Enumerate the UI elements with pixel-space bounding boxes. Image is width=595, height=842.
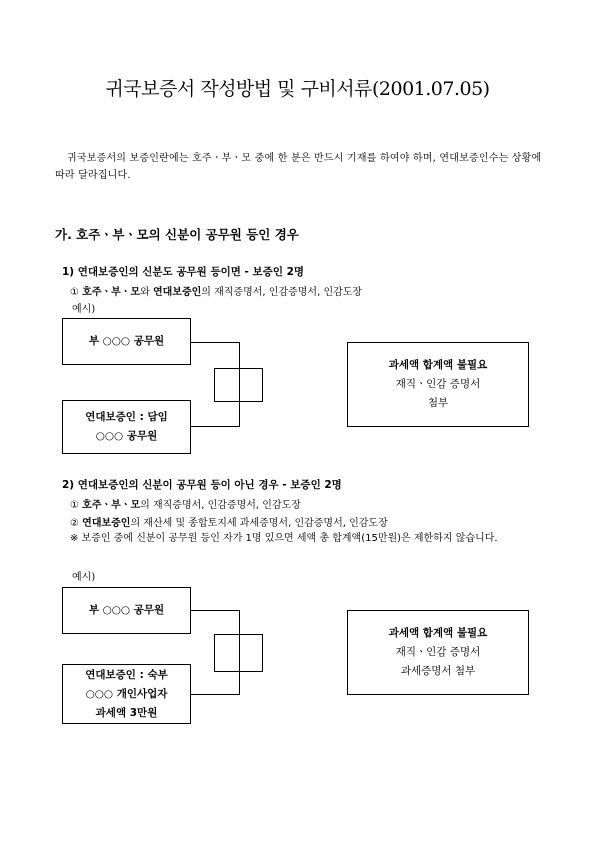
connector-square bbox=[214, 634, 263, 672]
result-line: 과세액 합계액 불필요 bbox=[388, 627, 488, 639]
connector-line bbox=[191, 426, 239, 427]
item-text: 의 재직증명서, 인감증명서, 인감도장 bbox=[140, 500, 301, 511]
item-text: 와 bbox=[140, 287, 150, 298]
case2-note: ※ 보증인 중에 신분이 공무원 등인 자가 1명 있으면 세액 총 합계액(15만원)은 제한하지 않습니다. bbox=[70, 533, 498, 544]
box-line: 연대보증인 : 담임 bbox=[85, 411, 168, 423]
item-number: ① bbox=[70, 500, 79, 511]
box-line: 연대보증인 : 숙부 bbox=[85, 668, 168, 681]
case1-item1 bbox=[70, 283, 362, 298]
case2-heading: 2) 연대보증인의 신분이 공무원 등이 아닌 경우 - 보증인 2명 bbox=[62, 479, 342, 491]
intro-text: 귀국보증서의 보증인란에는 호주ㆍ부ㆍ모 중에 한 분은 반드시 기재를 하여야 하며, 연대보증인수는 상황에 따라 달라집니다. bbox=[55, 153, 542, 181]
case2-example-label: 예시) bbox=[72, 572, 96, 583]
item-number: ① bbox=[70, 287, 79, 298]
box-line: ○○○ 개인사업자 bbox=[85, 687, 168, 700]
connector-line bbox=[191, 342, 239, 343]
result-line: 첨부 bbox=[427, 397, 449, 409]
case2-item1 bbox=[70, 496, 301, 511]
case2-result-box bbox=[347, 610, 529, 695]
item-text: 의 재직증명서, 인감증명서, 인감도장 bbox=[201, 287, 363, 298]
result-line: 과세액 합계액 불필요 bbox=[388, 359, 488, 371]
item-bold-text: 호주ㆍ부ㆍ모 bbox=[82, 500, 141, 511]
case1-result-box bbox=[347, 342, 529, 427]
connector-line bbox=[191, 610, 239, 611]
box-line: 과세액 3만원 bbox=[95, 706, 158, 719]
box-line: 부 ○○○ 공무원 bbox=[88, 604, 165, 616]
intro-paragraph bbox=[55, 150, 553, 184]
item-bold-text: 연대보증인 bbox=[82, 518, 131, 529]
case1-guarantor-box bbox=[62, 318, 191, 365]
case1-heading: 1) 연대보증인의 신분도 공무원 등이면 - 보증인 2명 bbox=[62, 266, 305, 278]
result-line: 과세증명서 첨부 bbox=[400, 665, 476, 677]
connector-square bbox=[214, 368, 263, 402]
item-bold-text: 연대보증인 bbox=[152, 287, 202, 298]
connector-line bbox=[191, 694, 239, 695]
section-a-heading: 가. 호주ㆍ부ㆍ모의 신분이 공무원 등인 경우 bbox=[55, 227, 299, 242]
item-bold-text: 호주ㆍ부ㆍ모 bbox=[82, 287, 141, 298]
box-line: 부 ○○○ 공무원 bbox=[88, 335, 165, 347]
case2-joint-guarantor-box bbox=[62, 664, 191, 724]
item-text: 의 재산세 및 종합토지세 과세증명서, 인감증명서, 인감도장 bbox=[130, 518, 388, 529]
result-line: 재직ㆍ인감 증명서 bbox=[395, 378, 481, 390]
case2-guarantor-box bbox=[62, 587, 191, 634]
case1-joint-guarantor-box bbox=[62, 400, 191, 454]
result-line: 재직ㆍ인감 증명서 bbox=[395, 646, 481, 658]
page-title: 귀국보증서 작성방법 및 구비서류(2001.07.05) bbox=[105, 78, 490, 100]
case2-item2 bbox=[70, 514, 388, 529]
case1-example-label: 예시) bbox=[72, 304, 96, 315]
item-number: ② bbox=[70, 518, 79, 529]
box-line: ○○○ 공무원 bbox=[95, 430, 158, 442]
